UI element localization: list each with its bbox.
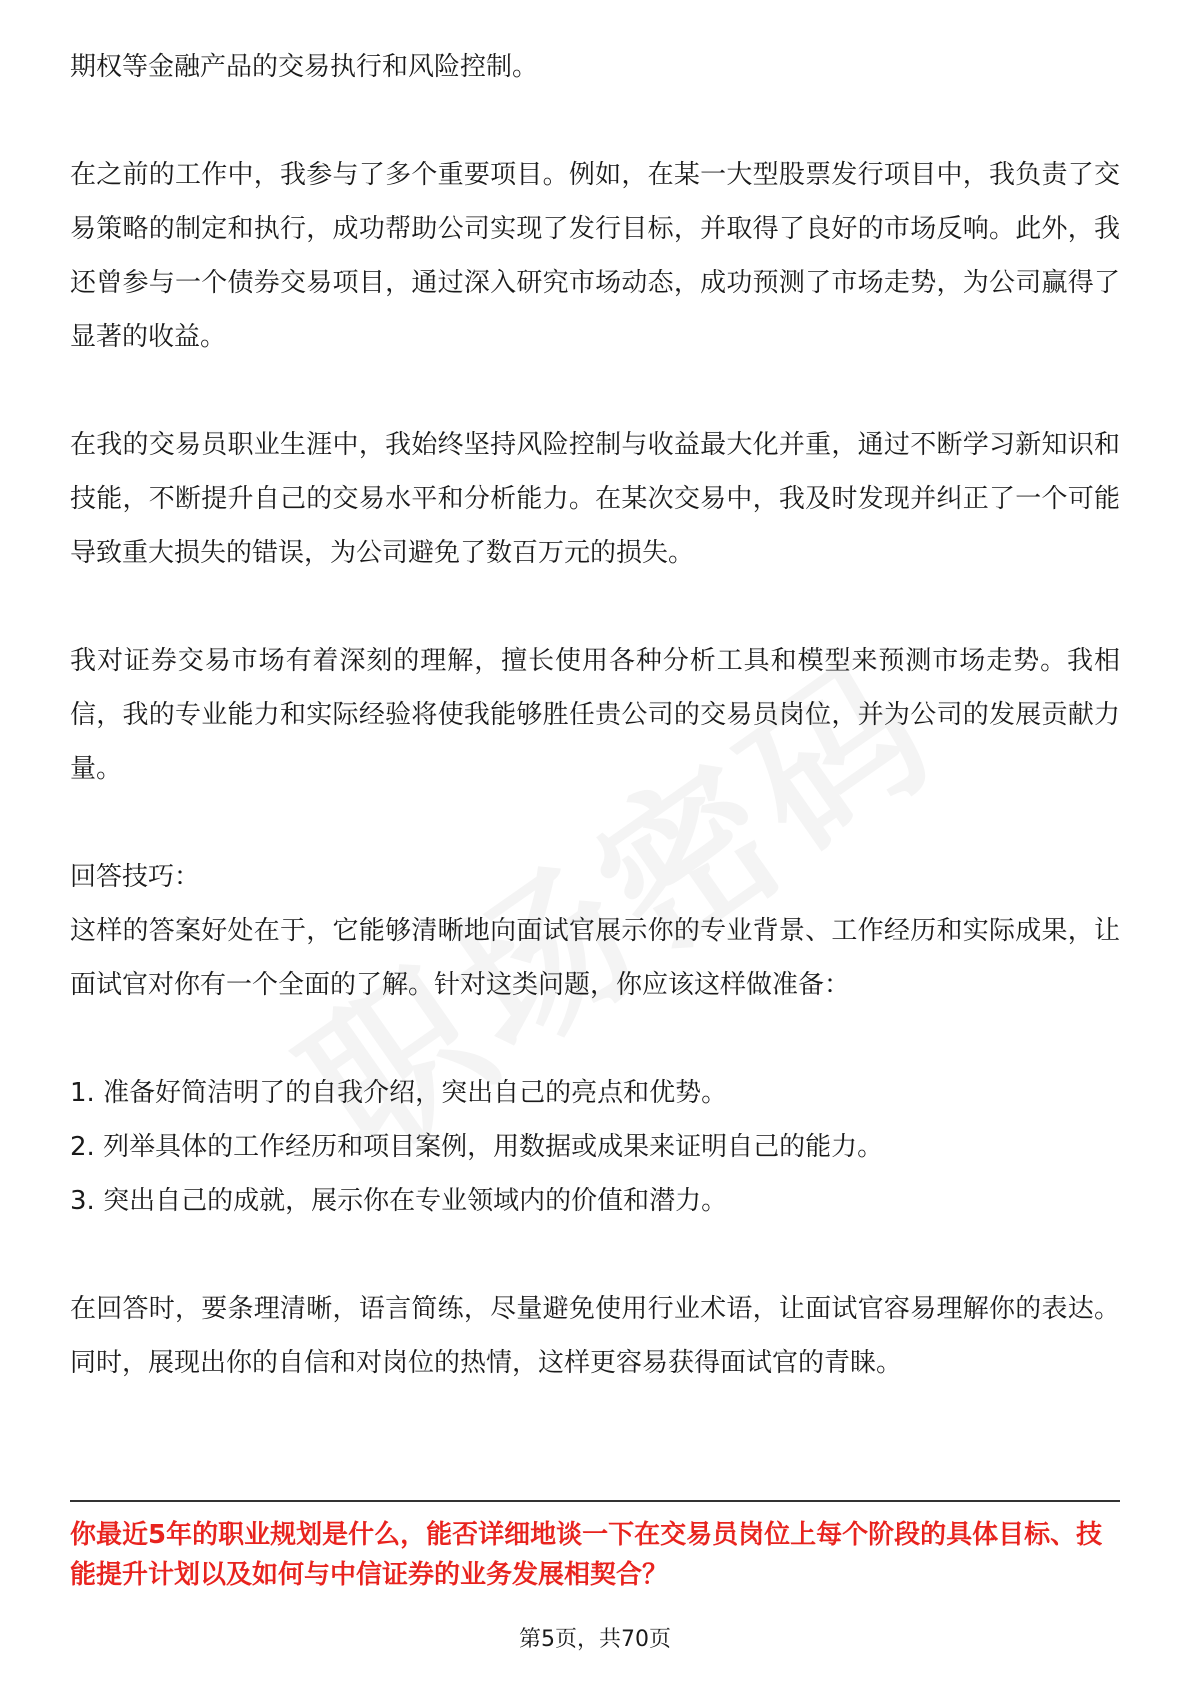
paragraph-career: 在我的交易员职业生涯中，我始终坚持风险控制与收益最大化并重，通过不断学习新知识和技能，不断提升自己的交易水平和分析能力。在某次交易中，我及时发现并纠正了一个可能导致重大损失的错误，为公司避免了数百万元的损失。: [70, 430, 1120, 568]
tips-heading: 回答技巧：: [70, 862, 201, 892]
interview-question: 你最近5年的职业规划是什么，能否详细地谈一下在交易员岗位上每个阶段的具体目标、技能提升计划以及如何与中信证券的业务发展相契合？: [70, 1520, 1103, 1590]
paragraph-projects: 在之前的工作中，我参与了多个重要项目。例如，在某一大型股票发行项目中，我负责了交易策略的制定和执行，成功帮助公司实现了发行目标，并取得了良好的市场反响。此外，我还曾参与一个债券交易项目，通过深入研究市场动态，成功预测了市场走势，为公司赢得了显著的收益。: [70, 160, 1120, 352]
paragraph-continuation: 期权等金融产品的交易执行和风险控制。: [70, 52, 539, 82]
paragraph-advice: 在回答时，要条理清晰，语言简练，尽量避免使用行业术语，让面试官容易理解你的表达。同时，展现出你的自信和对岗位的热情，这样更容易获得面试官的青睐。: [70, 1294, 1120, 1378]
section-divider: [70, 1500, 1120, 1502]
list-item: 2. 列举具体的工作经历和项目案例，用数据或成果来证明自己的能力。: [70, 1132, 884, 1162]
paragraph-tips: 这样的答案好处在于，它能够清晰地向面试官展示你的专业背景、工作经历和实际成果，让面试官对你有一个全面的了解。针对这类问题，你应该这样做准备：: [70, 916, 1120, 1000]
list-item: 1. 准备好简洁明了的自我介绍，突出自己的亮点和优势。: [70, 1078, 728, 1108]
page-footer: 第5页，共70页: [519, 1627, 671, 1652]
paragraph-understanding: 我对证券交易市场有着深刻的理解，擅长使用各种分析工具和模型来预测市场走势。我相信，我的专业能力和实际经验将使我能够胜任贵公司的交易员岗位，并为公司的发展贡献力量。: [70, 646, 1120, 784]
main-content: [70, 40, 1120, 1390]
list-item: 3. 突出自己的成就，展示你在专业领域内的价值和潜力。: [70, 1186, 728, 1216]
